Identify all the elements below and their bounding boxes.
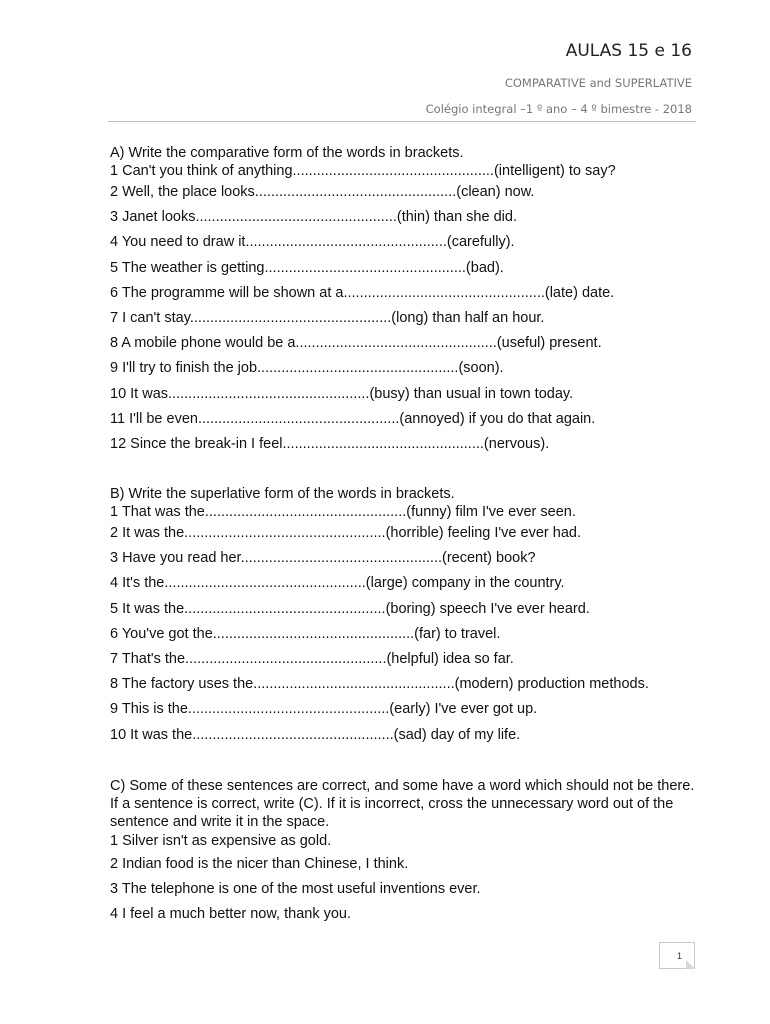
exercise-item: 3 The telephone is one of the most useful inventions ever. [110, 880, 481, 897]
exercise-item: 5 It was the..................................................(boring) speech I've ever heard. [110, 600, 590, 617]
exercise-item: 2 It was the..................................................(horrible) feeling I've ever had. [110, 525, 581, 541]
section-b-instruction: B) Write the superlative form of the words in brackets. [110, 486, 455, 502]
exercise-item: 4 You need to draw it..................................................(carefully). [110, 234, 515, 251]
exercise-item: 1 Can't you think of anything..................................................(intelligent) to say? [110, 163, 616, 179]
exercise-item: 6 You've got the..................................................(far) to travel. [110, 625, 501, 642]
exercise-item: 7 I can't stay..................................................(long) than half an hour. [110, 309, 545, 326]
exercise-item: 3 Have you read her..................................................(recent) book? [110, 550, 536, 567]
exercise-item: 6 The programme will be shown at a..................................................(late) date. [110, 284, 615, 301]
exercise-item: 8 A mobile phone would be a..................................................(useful) present. [110, 335, 602, 352]
section-a [110, 145, 700, 457]
section-a-list [110, 162, 700, 457]
section-a-instruction: A) Write the comparative form of the words in brackets. [110, 145, 464, 161]
exercise-item: 1 Silver isn't as expensive as gold. [110, 833, 332, 849]
section-b-list [110, 503, 700, 748]
section-c-list [110, 831, 700, 926]
exercise-item: 9 This is the..................................................(early) I've ever got up. [110, 701, 538, 718]
school-info: Colégio integral –1 º ano – 4 º bimestre - 2018 [425, 102, 692, 116]
page-number: 1 [677, 951, 683, 961]
header-divider [108, 121, 696, 122]
section-b [110, 486, 700, 748]
section-c-instruction: C) Some of these sentences are correct, and some have a word which should not be there. If a sentence is correct, write (C). If it is incorrect, cross the unnecessary word out of the sentence and write it in the space. [110, 778, 695, 830]
exercise-item: 4 I feel a much better now, thank you. [110, 905, 352, 922]
page-fold-icon [686, 960, 695, 969]
exercise-item: 10 It was..................................................(busy) than usual in town today. [110, 385, 574, 402]
exercise-item: 12 Since the break-in I feel..................................................(nervous). [110, 435, 550, 452]
exercise-item: 10 It was the..................................................(sad) day of my life. [110, 726, 521, 743]
page-header [426, 40, 692, 117]
exercise-item: 9 I'll try to finish the job..................................................(soon). [110, 360, 504, 377]
lesson-subtitle: COMPARATIVE and SUPERLATIVE [504, 76, 692, 90]
page-number-box [659, 942, 695, 969]
section-c [110, 777, 700, 926]
lesson-title: AULAS 15 e 16 [565, 41, 692, 61]
exercise-item: 1 That was the..................................................(funny) film I've ever seen. [110, 504, 576, 520]
exercise-item: 7 That's the..................................................(helpful) idea so far. [110, 650, 514, 667]
exercise-item: 8 The factory uses the..................................................(modern) production methods. [110, 676, 649, 693]
exercise-item: 11 I'll be even..................................................(annoyed) if you do that again. [110, 410, 596, 427]
exercise-item: 5 The weather is getting..................................................(bad). [110, 259, 504, 276]
exercise-item: 3 Janet looks..................................................(thin) than she did. [110, 209, 517, 226]
exercise-item: 2 Well, the place looks..................................................(clean) now. [110, 184, 535, 200]
exercise-item: 2 Indian food is the nicer than Chinese, I think. [110, 856, 409, 872]
exercise-item: 4 It's the..................................................(large) company in the country. [110, 575, 565, 592]
